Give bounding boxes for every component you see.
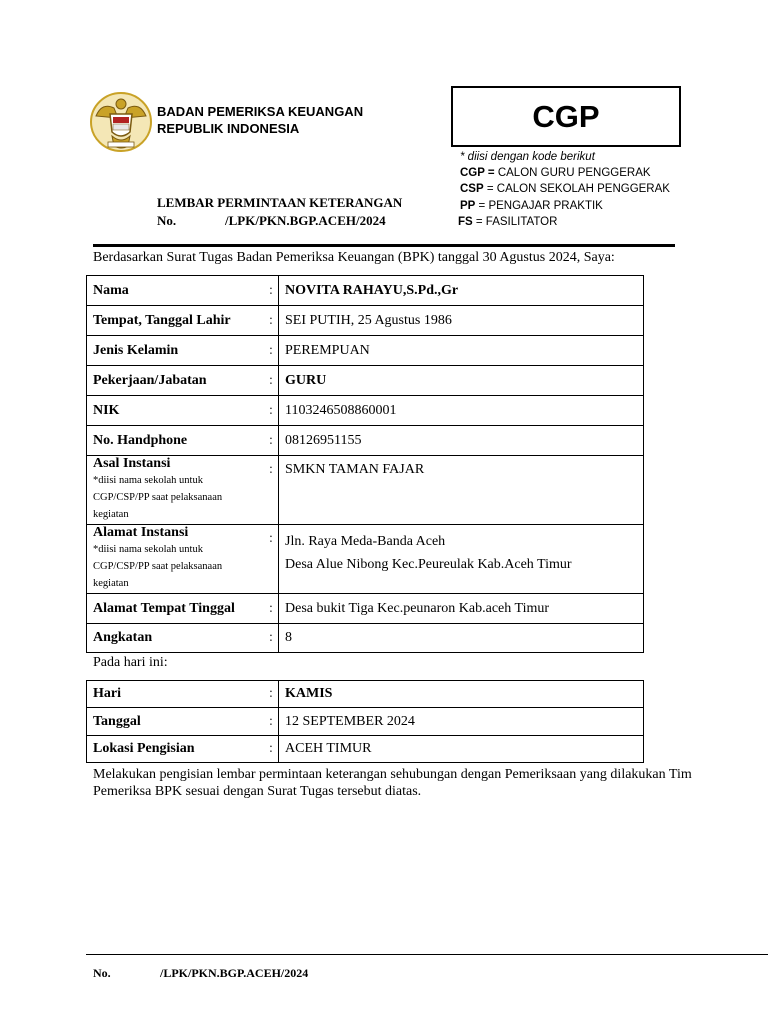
field-value: NOVITA RAHAYU,S.Pd.,Gr [279,276,644,306]
field-label-with-note [87,456,265,525]
intro-text: Berdasarkan Surat Tugas Badan Pemeriksa Keuangan (BPK) tanggal 30 Agustus 2024, Saya: [93,250,615,265]
field-label: Tanggal [87,708,265,736]
footer-no-label: No. [93,966,111,980]
colon: : [264,336,279,366]
table-row [87,276,644,306]
address-line-2: Desa Alue Nibong Kec.Peureulak Kab.Aceh Timur [285,557,572,572]
field-note: *diisi nama sekolah untuk CGP/CSP/PP saat pelaksanaan kegiatan [93,475,223,520]
code-legend [460,149,670,230]
doc-number: No. /LPK/PKN.BGP.ACEH/2024 [157,213,386,228]
table-row [87,525,644,594]
table-row [87,624,644,653]
field-label: Hari [87,681,265,708]
field-label: Asal Instansi [93,456,171,471]
field-label: Jenis Kelamin [87,336,265,366]
colon: : [264,594,279,624]
field-note: *diisi nama sekolah untuk CGP/CSP/PP saat pelaksanaan kegiatan [93,544,223,589]
colon: : [264,708,279,736]
colon: : [264,276,279,306]
field-value: ACEH TIMUR [279,736,644,763]
field-value: PEREMPUAN [279,336,644,366]
doc-title-text: LEMBAR PERMINTAAN KETERANGAN [157,195,403,210]
field-value: SMKN TAMAN FAJAR [279,456,644,525]
field-label: Angkatan [87,624,265,653]
colon: : [264,681,279,708]
colon: : [264,306,279,336]
field-value: 8 [279,624,644,653]
field-label: Nama [87,276,265,306]
field-label: NIK [87,396,265,426]
field-label: No. Handphone [87,426,265,456]
identity-table [86,275,644,653]
colon: : [264,624,279,653]
field-value: 12 SEPTEMBER 2024 [279,708,644,736]
footer-doc-number [93,966,308,981]
table-row [87,336,644,366]
org-line-1: BADAN PEMERIKSA KEUANGAN [157,104,364,119]
day-intro: Pada hari ini: [93,655,168,670]
field-value: Desa bukit Tiga Kec.peunaron Kab.aceh Timur [279,594,644,624]
colon: : [264,366,279,396]
legend-item-fs: FS = FASILITATOR [458,215,558,228]
field-value: SEI PUTIH, 25 Agustus 1986 [279,306,644,336]
table-row [87,736,644,763]
field-label: Tempat, Tanggal Lahir [87,306,265,336]
table-row [87,426,644,456]
table-row [87,366,644,396]
table-row [87,306,644,336]
organization-name [157,103,363,137]
field-value: 08126951155 [279,426,644,456]
table-row [87,708,644,736]
colon: : [264,396,279,426]
address-line-1: Jln. Raya Meda-Banda Aceh [285,534,446,549]
legend-item-cgp: CGP = CALON GURU PENGGERAK [460,167,651,180]
colon: : [264,736,279,763]
table-row [87,456,644,525]
closing-paragraph: Melakukan pengisian lembar permintaan keterangan sehubungan dengan Pemeriksaan yang dilakukan Tim Pemeriksa BPK sesuai dengan Surat Tugas tersebut diatas. [93,767,692,799]
field-value-multiline [279,525,644,594]
table-row [87,594,644,624]
field-value: GURU [279,366,644,396]
header-divider [93,244,675,247]
colon: : [264,456,279,525]
participant-code: CGP [532,98,600,134]
field-value: 1103246508860001 [279,396,644,426]
legend-item-csp: CSP = CALON SEKOLAH PENGGERAK [460,183,670,196]
colon: : [264,525,279,594]
colon: : [264,426,279,456]
legend-note: * diisi dengan kode berikut [460,151,595,163]
legend-item-pp: PP = PENGAJAR PRAKTIK [460,199,603,212]
org-line-2: REPUBLIK INDONESIA [157,121,300,136]
field-label: Lokasi Pengisian [87,736,265,763]
field-label: Alamat Tempat Tinggal [87,594,265,624]
table-row [87,681,644,708]
participant-code-box [451,86,681,147]
field-label: Alamat Instansi [93,525,189,540]
footer-divider [86,954,768,955]
field-label-with-note [87,525,265,594]
field-value: KAMIS [279,681,644,708]
garuda-emblem-icon [88,88,154,154]
field-label: Pekerjaan/Jabatan [87,366,265,396]
document-title [157,194,402,230]
schedule-table [86,680,644,763]
footer-no-value: /LPK/PKN.BGP.ACEH/2024 [160,966,309,980]
table-row [87,396,644,426]
